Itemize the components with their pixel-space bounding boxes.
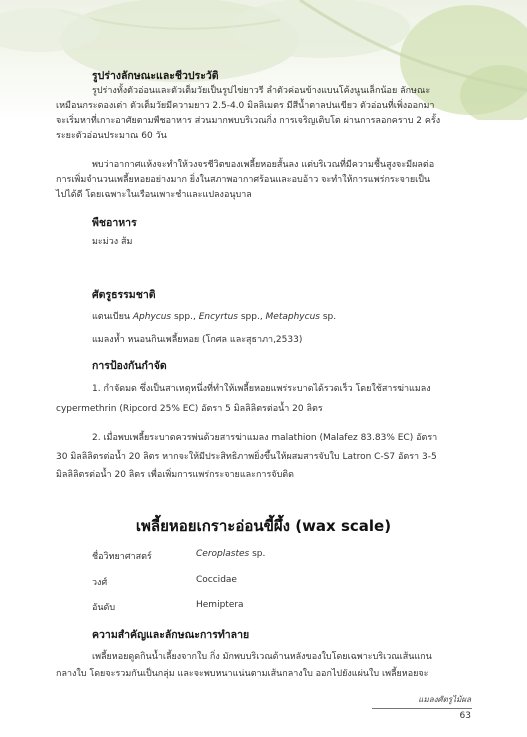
scientific-name-value bbox=[196, 549, 265, 559]
enemies-sep: spp., bbox=[237, 312, 266, 322]
control-item-line: cypermethrin (Ripcord 25% EC) อัตรา 5 มิลลิลิตรต่อน้ำ 20 ลิตร bbox=[56, 404, 323, 414]
page-number: 63 bbox=[459, 711, 471, 721]
section-heading-natural-enemies: ศัตรูธรรมชาติ bbox=[92, 289, 156, 301]
enemies-sep: spp., bbox=[171, 312, 199, 322]
scientific-name-label: ชื่อวิทยาศาสตร์ bbox=[92, 552, 152, 562]
natural-enemies-parasitoids bbox=[92, 310, 336, 325]
section-heading-control: การป้องกันกำจัด bbox=[92, 360, 167, 372]
paragraph-line: เพลี้ยหอยดูดกินน้ำเลี้ยงจากใบ กิ่ง มักพบบริเวณด้านหลังของใบโดยเฉพาะบริเวณเส้นแกน bbox=[92, 652, 432, 662]
paragraph-line: เหมือนกระดองเต่า ตัวเต็มวัยมีความยาว 2.5-4.0 มิลลิเมตร มีสีน้ำตาลปนเขียว ตัวอ่อนที่เพิ่งออกมา bbox=[56, 101, 435, 111]
section-heading-morphology: รูปร่างลักษณะและชีวประวัติ bbox=[92, 70, 219, 82]
section-heading-host-plants: พืชอาหาร bbox=[92, 217, 137, 229]
natural-enemies-predators: แมลงห้ำ หนอนกินเพลี้ยหอย (โกศล และสุธาภา,2533) bbox=[92, 335, 303, 345]
footer-divider bbox=[372, 708, 472, 709]
paragraph-line: รูปร่างทั้งตัวอ่อนและตัวเต็มวัยเป็นรูปไข่ยาวรี ลำตัวค่อนข้างแบนโค้งนูนเล็กน้อย ลักษณะ bbox=[92, 86, 431, 96]
section-heading-importance: ความสำคัญและลักษณะการทำลาย bbox=[92, 629, 250, 641]
running-footer-title: แมลงศัตรูไม้ผล bbox=[418, 695, 471, 704]
family-label: วงศ์ bbox=[92, 578, 108, 588]
control-item-line: 1. กำจัดมด ซึ่งเป็นสาเหตุหนึ่งที่ทำให้เพลี้ยหอยแพร่ระบาดได้รวดเร็ว โดยใช้สารฆ่าแมลง bbox=[92, 384, 431, 394]
species-metaphycus: Metaphycus bbox=[265, 312, 320, 322]
paragraph-line: กลางใบ โดยจะรวมกันเป็นกลุ่ม และจะพบหนาแน่นตามเส้นกลางใบ ออกไปยังแผ่นใบ เพลี้ยหอยจะ bbox=[56, 669, 429, 679]
enemies-suffix: sp. bbox=[319, 312, 337, 322]
paragraph-line: ไปได้ดี โดยเฉพาะในเรือนเพาะชำและแปลงอนุบาล bbox=[56, 190, 252, 200]
control-item-line: มิลลิลิตรต่อน้ำ 20 ลิตร เพื่อเพิ่มการแพร่กระจายและการจับติด bbox=[56, 470, 294, 480]
paragraph-line: ระยะตัวอ่อนประมาณ 60 วัน bbox=[56, 131, 167, 141]
host-plants-text: มะม่วง ส้ม bbox=[92, 237, 133, 247]
paragraph-line: การเพิ่มจำนวนเพลี้ยหอยอย่างมาก ยิ่งในสภาพอากาศร้อนและอบอ้าว จะทำให้การแพร่กระจายเป็น bbox=[56, 175, 431, 185]
genus-ceroplastes: Ceroplastes bbox=[196, 549, 250, 559]
enemies-prefix: แตนเบียน bbox=[92, 312, 133, 322]
pest-title bbox=[0, 514, 527, 538]
family-value: Coccidae bbox=[196, 575, 237, 585]
order-value: Hemiptera bbox=[196, 600, 244, 610]
control-item-line: 2. เมื่อพบเพลี้ยระบาดควรพ่นด้วยสารฆ่าแมลง malathion (Malafez 83.83% EC) อัตรา bbox=[92, 433, 438, 443]
pest-title-thai: เพลี้ยหอยเกราะอ่อนขี้ผึ้ง bbox=[135, 517, 290, 535]
paragraph-line: พบว่าอากาศแห้งจะทำให้วงจรชีวิตของเพลี้ยหอยสั้นลง แต่บริเวณที่มีความชื้นสูงจะมีผลต่อ bbox=[92, 160, 435, 170]
species-encyrtus: Encyrtus bbox=[198, 312, 238, 322]
scientific-suffix: sp. bbox=[249, 549, 266, 559]
pest-title-english: (wax scale) bbox=[295, 517, 392, 535]
control-item-line: 30 มิลลิลิตรต่อน้ำ 20 ลิตร หากจะให้มีประสิทธิภาพยิ่งขึ้นให้ผสมสารจับใบ Latron C-S7 อัตรา 3-5 bbox=[56, 452, 437, 462]
species-aphycus: Aphycus bbox=[132, 312, 172, 322]
order-label: อันดับ bbox=[92, 603, 116, 613]
paragraph-line: จะเริ่มหาที่เกาะอาศัยตามพืชอาหาร ส่วนมากพบบริเวณกิ่ง การเจริญเติบโต ผ่านการลอกคราบ 2 ครั้ง bbox=[56, 116, 441, 126]
